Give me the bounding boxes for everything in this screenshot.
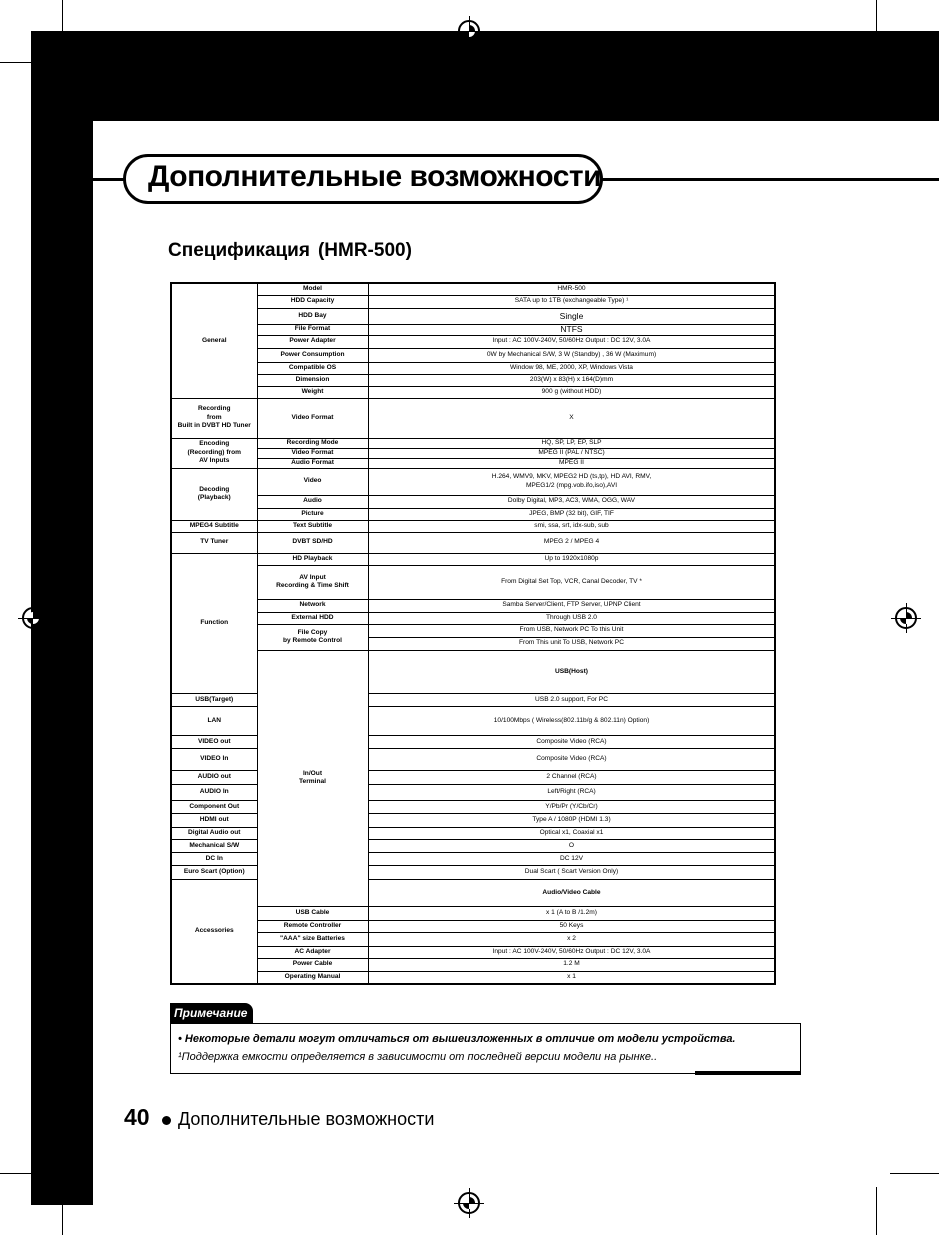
table-row: [171, 495, 775, 508]
spec-value: Type A / 1080P (HDMI 1.3): [368, 814, 775, 828]
spec-label: Model: [257, 283, 368, 295]
spec-label: Picture: [257, 508, 368, 520]
spec-label: HDD Capacity: [257, 295, 368, 308]
page-title: Дополнительные возможности: [148, 160, 602, 193]
spec-label: HDD Bay: [257, 308, 368, 324]
spec-label: VIDEO out: [171, 736, 257, 749]
spec-label: Power Cable: [257, 958, 368, 971]
spec-value: Single: [368, 308, 775, 324]
spec-value: From USB, Network PC To this Unit: [368, 624, 775, 637]
spec-label: Recording Mode: [257, 438, 368, 448]
spec-label: File Format: [257, 324, 368, 335]
spec-value: HMR-500: [368, 283, 775, 295]
note-box: [170, 1023, 801, 1074]
spec-label: USB(Host): [368, 650, 775, 694]
spec-category: General: [171, 283, 257, 398]
spec-value: From This unit To USB, Network PC: [368, 637, 775, 650]
spec-label: Text Subtitle: [257, 520, 368, 532]
spec-value: Composite Video (RCA): [368, 736, 775, 749]
spec-category: Accessories: [171, 880, 257, 985]
spec-value: 2 Channel (RCA): [368, 771, 775, 785]
spec-value: MPEG II: [368, 458, 775, 468]
spec-value: 10/100Mbps ( Wireless(802.11b/g & 802.11n) Option): [368, 707, 775, 736]
spec-label: Network: [257, 599, 368, 612]
spec-value: x 2: [368, 932, 775, 946]
spec-label: AV Input Recording & Time Shift: [257, 565, 368, 599]
spec-value: x 1: [368, 971, 775, 984]
table-row: [171, 295, 775, 308]
spec-value: MPEG 2 / MPEG 4: [368, 532, 775, 553]
table-row: [171, 438, 775, 448]
spec-label: Audio Format: [257, 458, 368, 468]
table-row: [171, 374, 775, 386]
spec-value: O: [368, 840, 775, 853]
registration-mark-icon: [22, 607, 44, 629]
spec-heading: [168, 240, 412, 262]
table-row: [171, 508, 775, 520]
note-line-2: ¹Поддержка емкости определяется в зависимости от последней версии модели на рынке..: [178, 1051, 658, 1063]
footer-section: Дополнительные возможности: [178, 1109, 435, 1129]
spec-label: Mechanical S/W: [171, 840, 257, 853]
crop-mark: [876, 0, 877, 48]
table-row: [171, 520, 775, 532]
spec-label: AC Adapter: [257, 946, 368, 958]
spec-label: HDMI out: [171, 814, 257, 828]
spec-value: JPEG, BMP (32 bit), GIF, TIF: [368, 508, 775, 520]
crop-mark: [62, 0, 63, 48]
spec-label: LAN: [171, 707, 257, 736]
table-row: [171, 932, 775, 946]
spec-value: Composite Video (RCA): [368, 749, 775, 771]
note-underline: [695, 1071, 801, 1075]
spec-value: H.264, WMV9, MKV, MPEG2 HD (ts,tp), HD AVI, RMV, MPEG1/2 (mpg.vob.ifo,iso),AVI: [368, 468, 775, 495]
table-row: [171, 906, 775, 920]
spec-label: Audio/Video Cable: [368, 880, 775, 907]
table-row: [171, 565, 775, 599]
spec-value: X: [368, 398, 775, 438]
table-row: [171, 612, 775, 624]
spec-value: Optical x1, Coaxial x1: [368, 828, 775, 840]
spec-value: smi, ssa, srt, idx-sub, sub: [368, 520, 775, 532]
spec-label: Video Format: [257, 448, 368, 458]
spec-label: AUDIO out: [171, 771, 257, 785]
table-row: [171, 324, 775, 335]
spec-label: Operating Manual: [257, 971, 368, 984]
spec-label: Video: [257, 468, 368, 495]
table-row: [171, 348, 775, 362]
spec-value: HQ, SP, LP, EP, SLP: [368, 438, 775, 448]
crop-mark: [890, 62, 939, 63]
top-black-band: [31, 31, 939, 121]
spec-label: Compatible OS: [257, 362, 368, 374]
table-row: [171, 458, 775, 468]
spec-category: In/Out Terminal: [257, 650, 368, 906]
note-tab: Примечание: [170, 1003, 253, 1024]
crop-mark: [62, 1187, 63, 1235]
spec-value: 0W by Mechanical S/W, 3 W (Standby) , 36 W (Maximum): [368, 348, 775, 362]
spec-label: USB Cable: [257, 906, 368, 920]
spec-label: Video Format: [257, 398, 368, 438]
registration-mark-icon: [458, 1192, 480, 1214]
spec-label: AUDIO In: [171, 785, 257, 801]
spec-value: Left/Right (RCA): [368, 785, 775, 801]
spec-value: Y/Pb/Pr (Y/Cb/Cr): [368, 801, 775, 814]
note-line-1: • Некоторые детали могут отличаться от вышеизложенных в отличие от модели устройства.: [178, 1033, 736, 1045]
table-row: [171, 398, 775, 438]
spec-label: VIDEO In: [171, 749, 257, 771]
spec-value: From Digital Set Top, VCR, Canal Decoder, TV *: [368, 565, 775, 599]
spec-value: x 1 (A to B /1.2m): [368, 906, 775, 920]
spec-label: Dimension: [257, 374, 368, 386]
spec-label: Power Adapter: [257, 335, 368, 348]
crop-mark: [0, 62, 48, 63]
bullet-icon: [162, 1116, 171, 1125]
crop-mark: [876, 1187, 877, 1235]
spec-value: Through USB 2.0: [368, 612, 775, 624]
registration-mark-icon: [895, 607, 917, 629]
spec-value: DC 12V: [368, 853, 775, 866]
spec-category: TV Tuner: [171, 532, 257, 553]
table-row: [171, 386, 775, 398]
spec-label: Remote Controller: [257, 920, 368, 932]
crop-mark: [0, 1173, 48, 1174]
spec-label: Euro Scart (Option): [171, 866, 257, 880]
spec-label: File Copy by Remote Control: [257, 624, 368, 650]
table-row: [171, 946, 775, 958]
spec-value: USB 2.0 support, For PC: [368, 694, 775, 707]
spec-value: Samba Server/Client, FTP Server, UPNP Client: [368, 599, 775, 612]
spec-value: Dolby Digital, MP3, AC3, WMA, OGG, WAV: [368, 495, 775, 508]
table-row: [171, 362, 775, 374]
spec-label: Power Consumption: [257, 348, 368, 362]
table-row: [171, 971, 775, 984]
spec-label: HD Playback: [257, 553, 368, 565]
spec-value: 900 g (without HDD): [368, 386, 775, 398]
spec-category: MPEG4 Subtitle: [171, 520, 257, 532]
spec-value: Input : AC 100V-240V, 50/60Hz Output : DC 12V, 3.0A: [368, 946, 775, 958]
spec-label: External HDD: [257, 612, 368, 624]
spec-label: DC In: [171, 853, 257, 866]
table-row: [171, 920, 775, 932]
spec-category: Recording from Built in DVBT HD Tuner: [171, 398, 257, 438]
table-row: [171, 599, 775, 612]
spec-category: Function: [171, 553, 257, 694]
spec-label: "AAA" size Batteries: [257, 932, 368, 946]
table-row: [171, 308, 775, 324]
table-row: [171, 553, 775, 565]
table-row: [171, 468, 775, 495]
spec-table: [170, 282, 776, 985]
table-row: [171, 532, 775, 553]
table-row: [171, 958, 775, 971]
spec-label: USB(Target): [171, 694, 257, 707]
spec-label: DVBT SD/HD: [257, 532, 368, 553]
table-row: [171, 448, 775, 458]
spec-label: Digital Audio out: [171, 828, 257, 840]
spec-value: MPEG II (PAL / NTSC): [368, 448, 775, 458]
spec-label: Component Out: [171, 801, 257, 814]
spec-value: Dual Scart ( Scart Version Only): [368, 866, 775, 880]
table-row: [171, 283, 775, 295]
spec-title: Спецификация: [168, 240, 310, 261]
spec-label: Audio: [257, 495, 368, 508]
crop-mark: [890, 1173, 939, 1174]
table-row: [171, 650, 775, 694]
table-row: [171, 624, 775, 637]
spec-value: NTFS: [368, 324, 775, 335]
spec-value: Input : AC 100V-240V, 50/60Hz Output : DC 12V, 3.0A: [368, 335, 775, 348]
table-row: [171, 335, 775, 348]
page-number: 40: [124, 1104, 150, 1130]
spec-value: SATA up to 1TB (exchangeable Type) ¹: [368, 295, 775, 308]
spec-label: Weight: [257, 386, 368, 398]
spec-model: (HMR-500): [317, 240, 412, 261]
spec-value: 203(W) x 83(H) x 164(D)mm: [368, 374, 775, 386]
spec-value: Up to 1920x1080p: [368, 553, 775, 565]
spec-value: Window 98, ME, 2000, XP, Windows Vista: [368, 362, 775, 374]
spec-value: 50 Keys: [368, 920, 775, 932]
spec-category: Encoding (Recording) from AV Inputs: [171, 438, 257, 468]
registration-mark-icon: [458, 20, 480, 42]
spec-value: 1.2 M: [368, 958, 775, 971]
spec-category: Decoding (Playback): [171, 468, 257, 520]
